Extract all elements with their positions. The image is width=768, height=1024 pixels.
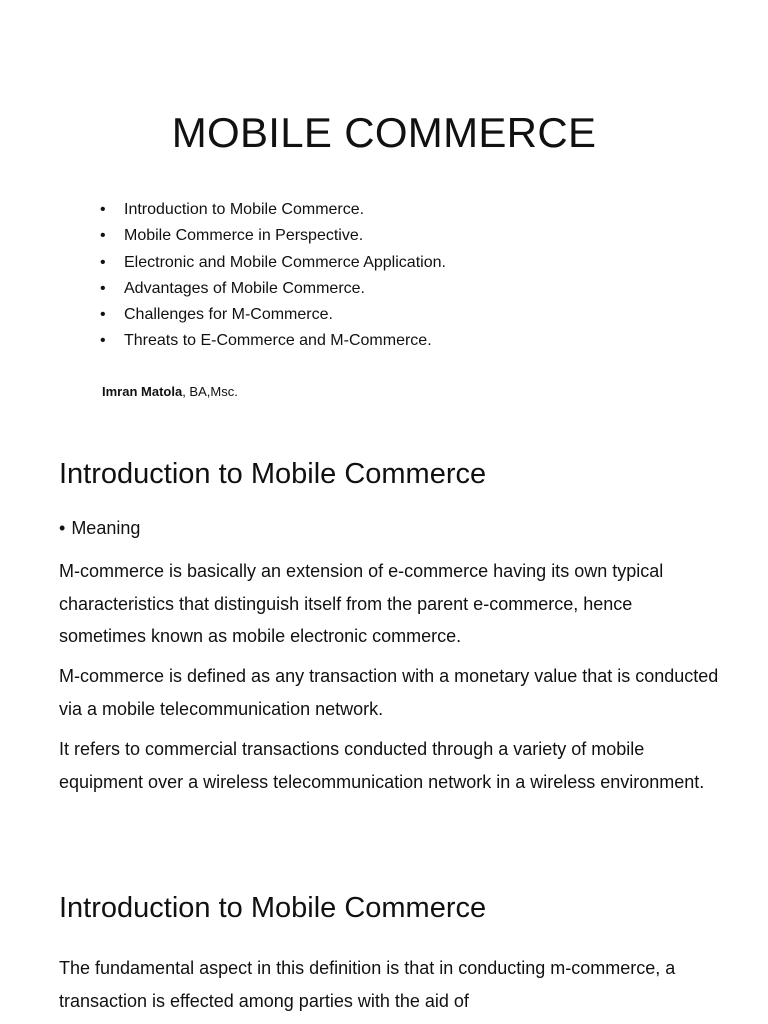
bullet-icon: • (100, 201, 106, 218)
toc-item-label: Electronic and Mobile Commerce Application. (124, 253, 446, 271)
toc-item (100, 197, 446, 223)
toc-item (100, 276, 446, 302)
author-name: Imran Matola (102, 384, 183, 399)
bullet-icon: • (100, 253, 106, 271)
section-heading: Introduction to Mobile Commerce (59, 458, 487, 490)
bullet-icon: • (100, 279, 106, 297)
toc-item-label: Challenges for M-Commerce. (124, 306, 333, 324)
toc-item (100, 223, 446, 249)
author-line (102, 384, 238, 399)
table-of-contents (100, 197, 446, 355)
section-heading: Introduction to Mobile Commerce (59, 892, 487, 924)
paragraph: M-commerce is basically an extension of e-commerce having its own typical characteristics that distinguish itself from the parent e-commerce, hence sometimes known as mobile electronic commerce. (59, 561, 664, 646)
bullet-icon: • (100, 306, 106, 324)
paragraph: It refers to commercial transactions conducted through a variety of mobile equipment over a wireless telecommunication network in a wireless environment. (59, 739, 705, 792)
paragraph: M-commerce is defined as any transaction with a monetary value that is conducted via a mobile telecommunication network. (59, 666, 719, 719)
toc-item (100, 302, 446, 328)
meaning-bullet (59, 518, 140, 539)
toc-item-label: Advantages of Mobile Commerce. (124, 279, 365, 297)
toc-item-label: Mobile Commerce in Perspective. (124, 227, 364, 245)
bullet-icon: • (100, 332, 106, 350)
paragraph: The fundamental aspect in this definition is that in conducting m-commerce, a transaction is effected among parties with the aid of (59, 958, 676, 1011)
toc-item (100, 328, 446, 354)
slide-title: MOBILE COMMERCE (171, 109, 597, 156)
toc-item-label: Threats to E-Commerce and M-Commerce. (124, 332, 432, 350)
toc-item-label: Introduction to Mobile Commerce. (124, 201, 365, 218)
toc-item (100, 250, 446, 276)
author-credentials: , BA,Msc. (182, 384, 238, 399)
bullet-icon: • (59, 518, 66, 538)
bullet-icon: • (100, 227, 106, 245)
meaning-label: Meaning (71, 518, 141, 538)
